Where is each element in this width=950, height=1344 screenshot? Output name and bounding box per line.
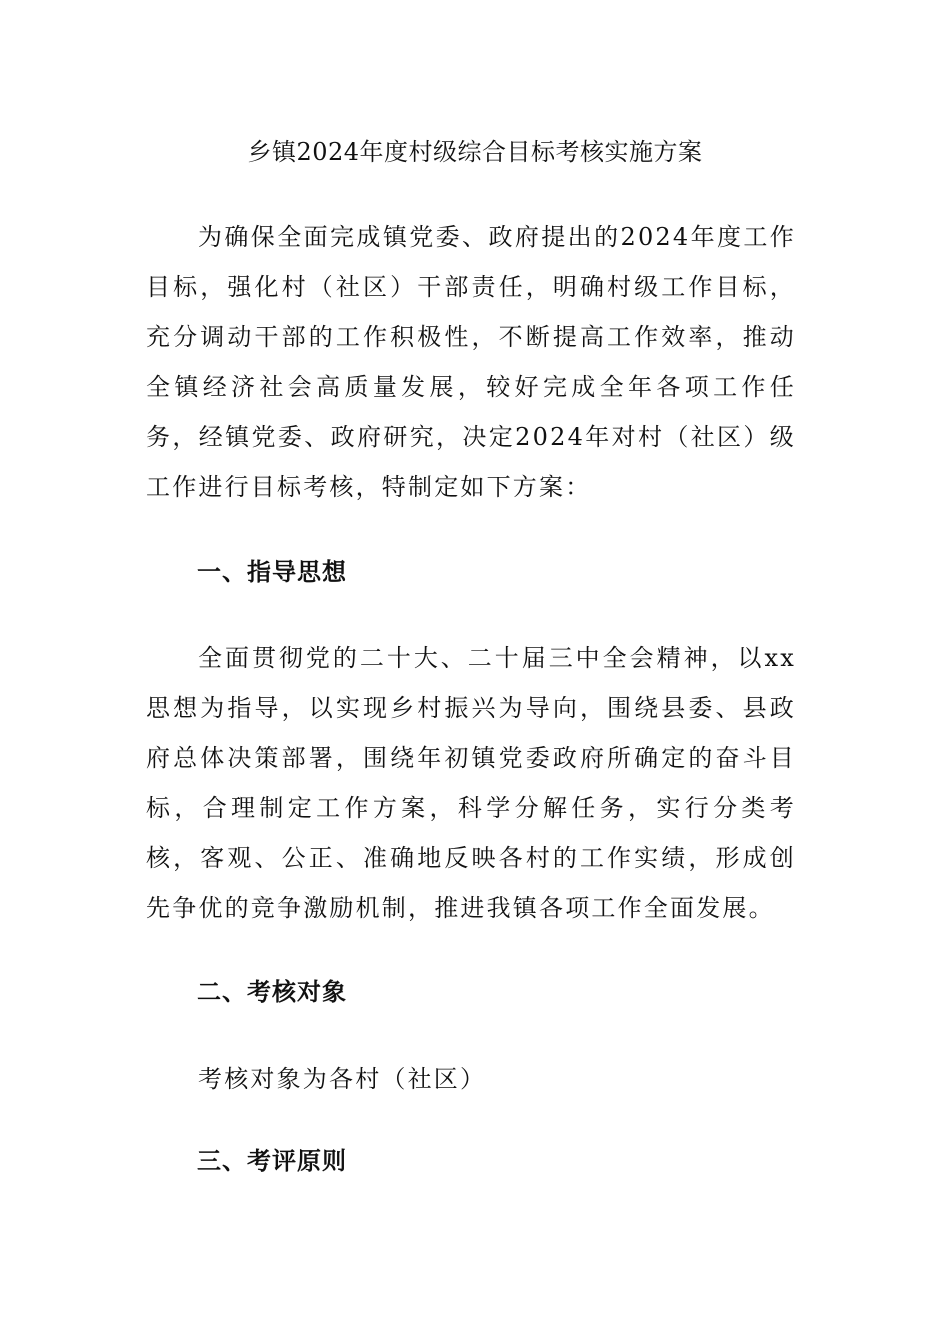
- document-title: 乡镇2024年度村级综合目标考核实施方案: [247, 138, 703, 166]
- section-heading-guiding-ideology: 一、指导思想: [197, 558, 347, 586]
- section-body-guiding-ideology: 全面贯彻党的二十大、二十届三中全会精神，以xx思想为指导，以实现乡村振兴为导向，围绕县委、县政府总体决策部署，围绕年初镇党委政府所确定的奋斗目标，合理制定工作方案，科学分解任务，实行分类考核，客观、公正、准确地反映各村的工作实绩，形成创先争优的竞争激励机制，推进我镇各项工作全面发展。: [146, 644, 796, 922]
- section-heading-evaluation-principles: 三、考评原则: [197, 1147, 347, 1175]
- section-body-assessment-targets: 考核对象为各村（社区）: [198, 1065, 487, 1093]
- intro-paragraph: 为确保全面完成镇党委、政府提出的2024年度工作目标，强化村（社区）干部责任，明确村级工作目标，充分调动干部的工作积极性，不断提高工作效率，推动全镇经济社会高质量发展，较好完成全年各项工作任务，经镇党委、政府研究，决定2024年对村（社区）级工作进行目标考核，特制定如下方案：: [146, 223, 796, 501]
- section-heading-assessment-targets: 二、考核对象: [197, 978, 347, 1006]
